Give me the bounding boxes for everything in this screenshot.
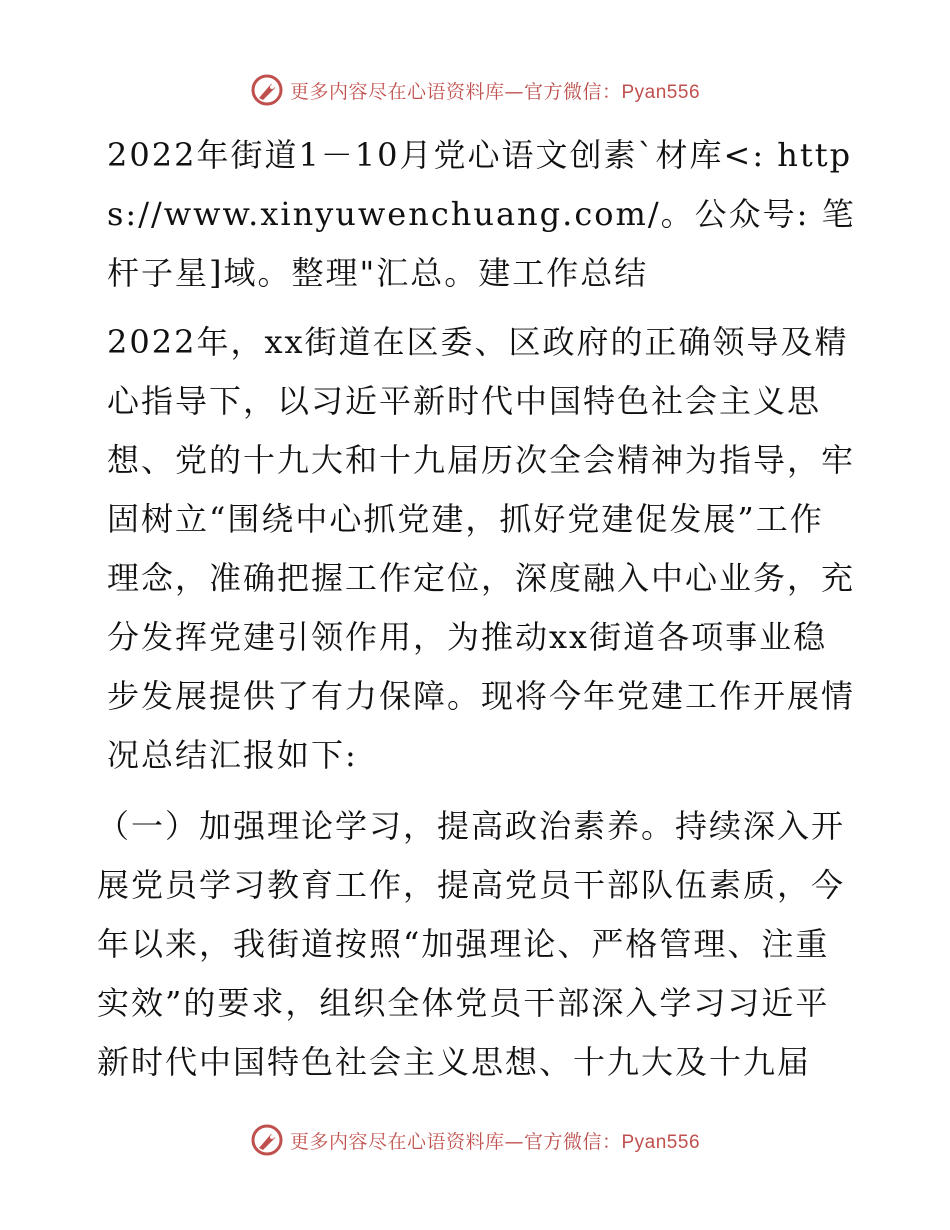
banner-text	[290, 77, 700, 104]
intro-paragraph: 2022年，xx街道在区委、区政府的正确领导及精心指导下，以习近平新时代中国特色社会主义思想、党的十九大和十九届历次全会精神为指导，牢固树立“围绕中心抓党建，抓好党建促发展”工作理念，准确把握工作定位，深度融入中心业务，充分发挥党建引领作用，为推动xx街道各项事业稳步发展提供了有力保障。现将今年党建工作开展情况总结汇报如下:	[107, 323, 856, 774]
banner-site-text: 更多内容尽在心语资料库	[289, 1130, 505, 1153]
banner-site-text: 更多内容尽在心语资料库	[289, 80, 505, 103]
pen-nib-logo-icon	[250, 73, 284, 107]
pen-nib-logo-icon	[250, 1123, 284, 1157]
banner-wechat-label: 官方微信：	[523, 1130, 622, 1153]
header-banner	[0, 70, 950, 110]
banner-handle: Pyan556	[621, 1131, 701, 1153]
banner-text	[290, 1127, 700, 1154]
section-paragraph: （一）加强理论学习，提高政治素养。持续深入开展党员学习教育工作，提高党员干部队伍素质，今年以来，我街道按照“加强理论、严格管理、注重实效”的要求，组织全体党员干部深入学习习近平新时代中国特色社会主义思想、十九大及十九届	[97, 807, 846, 1081]
footer-banner	[0, 1120, 950, 1160]
banner-wechat-label: 官方微信：	[523, 80, 622, 103]
banner-dash: —	[504, 80, 524, 103]
document-body	[97, 126, 857, 1092]
banner-dash: —	[504, 1130, 524, 1153]
document-title: 2022年街道1－10月党心语文创素`材库<: https://www.xinyuwenchuang.com/。公众号: 笔杆子星]域。整理"汇总。建工作总结	[107, 136, 856, 292]
banner-handle: Pyan556	[621, 81, 701, 103]
